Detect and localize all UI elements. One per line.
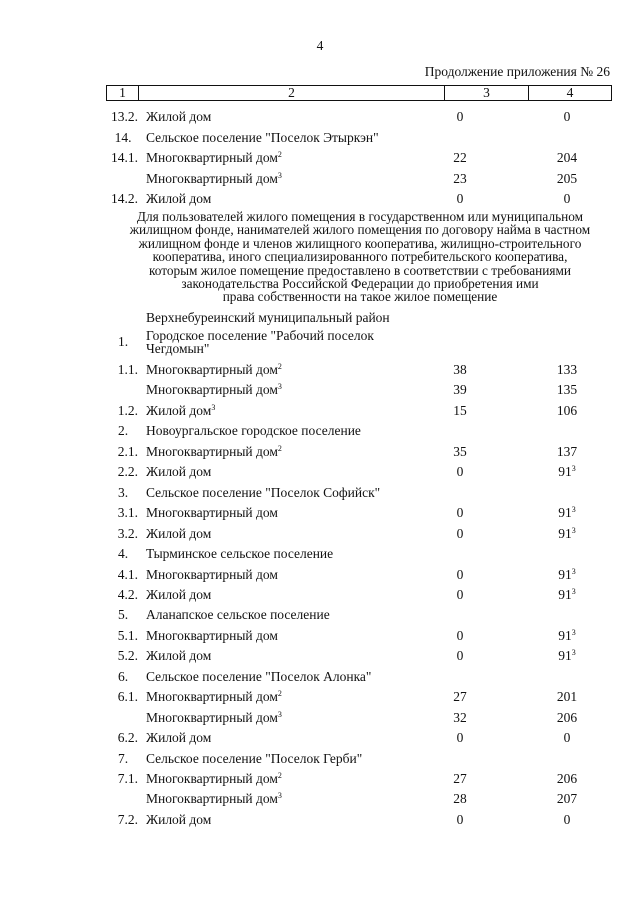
row-value-col4-text: 207 <box>556 791 578 807</box>
paragraph-line: законодательства Российской Федерации до приобретения ими <box>181 276 539 292</box>
row-name <box>146 382 282 398</box>
table-row <box>0 150 640 166</box>
row-number: 3.2. <box>117 525 138 541</box>
row-name-text: Сельское поселение "Поселок Софийск" <box>146 484 381 500</box>
table-row <box>0 130 640 146</box>
row-name <box>146 171 282 187</box>
row-number: 14.1. <box>111 150 138 166</box>
row-name-line: Чегдомын" <box>146 340 210 356</box>
row-value-col3: 27 <box>453 689 467 705</box>
paragraph-line: права собственности на такое жилое помещение <box>222 289 498 305</box>
header-col-1: 1 <box>107 86 139 100</box>
row-name-text: Многоквартирный дом <box>146 689 278 705</box>
row-name <box>146 812 211 828</box>
row-name-text: Сельское поселение "Поселок Алонка" <box>146 668 372 684</box>
row-name <box>146 505 278 521</box>
row-value-col3: 0 <box>456 811 464 827</box>
row-value-col4 <box>530 791 604 807</box>
row-name <box>146 791 282 807</box>
row-number: 6.1. <box>117 689 138 705</box>
table-row <box>0 812 640 828</box>
row-name <box>146 689 282 705</box>
row-number: 4.2. <box>117 586 138 602</box>
page-number: 4 <box>316 38 324 53</box>
row-value-col4 <box>530 771 604 787</box>
row-name-text: Жилой дом <box>146 648 212 664</box>
row-number: 5.2. <box>117 648 138 664</box>
footnote-mark: 3 <box>571 525 576 535</box>
row-number: 14.2. <box>111 191 138 207</box>
row-number: 1. <box>117 334 129 349</box>
row-name <box>146 362 282 378</box>
row-name <box>146 130 379 146</box>
row-name-text: Тырминское сельское поселение <box>146 546 334 562</box>
paragraph-line: жилищном фонде и членов жилищного кооператива, жилищно-строительного <box>138 235 582 251</box>
row-number: 1.1. <box>117 362 138 377</box>
region-title: Верхнебуреинский муниципальный район <box>146 310 390 325</box>
row-value-col4-text: 91 <box>558 648 572 664</box>
table-row <box>0 730 640 746</box>
row-name-text: Многоквартирный дом <box>146 791 278 807</box>
row-value-col4-text: 204 <box>556 150 578 166</box>
row-value-col4-text: 0 <box>563 730 571 746</box>
row-number: 2. <box>117 423 129 439</box>
row-value-col4 <box>530 710 604 726</box>
continuation-note: Продолжение приложения № 26 <box>424 64 610 79</box>
footnote-mark: 3 <box>571 464 576 474</box>
table-row <box>0 382 640 398</box>
row-name <box>146 150 282 166</box>
row-value-col4-text: 133 <box>556 362 578 377</box>
table-row <box>0 771 640 787</box>
row-value-col4-text: 91 <box>558 464 572 480</box>
table-row <box>0 751 640 767</box>
table-row <box>0 191 640 207</box>
row-value-col3: 0 <box>456 505 464 521</box>
row-value-col4 <box>530 628 604 644</box>
row-value-col4-text: 0 <box>563 109 571 124</box>
row-name <box>146 587 211 603</box>
row-name-text: Многоквартирный дом <box>146 170 278 186</box>
header-col-3: 3 <box>445 86 529 100</box>
row-value-col4 <box>530 464 604 480</box>
row-value-col4-text: 201 <box>556 689 578 705</box>
footnote-mark: 3 <box>277 382 282 392</box>
table-row <box>0 505 640 521</box>
table-row <box>0 587 640 603</box>
row-value-col4-text: 91 <box>558 505 572 521</box>
row-name <box>146 464 211 480</box>
row-name-text: Многоквартирный дом <box>146 771 278 786</box>
row-value-col4-text: 106 <box>556 402 578 418</box>
table-row <box>0 710 640 726</box>
footnote-mark: 3 <box>277 170 282 180</box>
row-number: 6.2. <box>117 730 138 746</box>
footnote-mark: 3 <box>571 586 576 596</box>
table-row <box>0 669 640 685</box>
table-row <box>0 546 640 562</box>
footnote-mark: 3 <box>571 627 576 637</box>
footnote-mark: 3 <box>571 648 576 658</box>
row-value-col4 <box>530 191 604 207</box>
row-number: 2.2. <box>117 464 138 480</box>
row-name-text: Жилой дом <box>146 730 212 746</box>
row-name <box>146 771 282 787</box>
row-name <box>146 485 380 501</box>
row-value-col3: 23 <box>453 170 467 186</box>
table-row <box>0 791 640 807</box>
row-number: 4. <box>117 546 129 562</box>
row-number: 14. <box>114 129 132 145</box>
footnote-mark: 3 <box>277 791 282 801</box>
row-value-col3: 38 <box>453 362 467 377</box>
row-value-col3: 39 <box>453 382 467 398</box>
row-value-col4 <box>530 648 604 664</box>
row-value-col4-text: 206 <box>556 771 578 786</box>
row-name-text: Многоквартирный дом <box>146 709 278 725</box>
row-number: 6. <box>117 668 129 684</box>
row-number: 4.1. <box>117 566 138 582</box>
row-number: 2.1. <box>117 443 138 459</box>
row-name-text: Многоквартирный дом <box>146 150 278 166</box>
row-value-col4-text: 0 <box>563 811 571 827</box>
row-name <box>146 403 215 419</box>
row-number: 5.1. <box>117 627 138 643</box>
row-name-text: Жилой дом <box>146 464 212 480</box>
row-name <box>146 191 211 207</box>
row-value-col3: 0 <box>456 525 464 541</box>
row-name <box>146 730 211 746</box>
row-value-col4-text: 0 <box>563 191 571 207</box>
header-col-4: 4 <box>566 85 574 100</box>
row-value-col3: 35 <box>453 443 467 459</box>
header-col-2: 2 <box>139 86 445 100</box>
row-value-col3: 0 <box>456 730 464 746</box>
row-value-col4 <box>530 109 604 125</box>
row-value-col3: 0 <box>456 586 464 602</box>
table-row <box>0 423 640 439</box>
row-value-col3: 0 <box>456 648 464 664</box>
row-name <box>146 109 211 125</box>
row-value-col4 <box>530 526 604 542</box>
row-value-col4 <box>530 403 604 419</box>
row-value-col4 <box>530 587 604 603</box>
row-name <box>146 526 211 542</box>
footnote-mark: 2 <box>277 443 282 453</box>
row-name <box>146 751 362 767</box>
footnote-mark: 2 <box>277 362 282 371</box>
row-name-text: Жилой дом <box>146 811 212 827</box>
row-name <box>146 607 330 623</box>
row-name-text: Аланапское сельское поселение <box>146 607 330 623</box>
row-value-col4 <box>530 362 604 378</box>
row-name <box>146 444 282 460</box>
row-number: 1.2. <box>117 402 138 418</box>
table-row <box>0 109 640 125</box>
row-name <box>146 628 278 644</box>
row-value-col4 <box>530 567 604 583</box>
row-value-col4-text: 135 <box>556 382 578 398</box>
footnote-mark: 2 <box>277 771 282 780</box>
footnote-mark: 3 <box>277 709 282 719</box>
row-name-text: Новоургальское городское поселение <box>146 423 361 439</box>
row-name <box>146 330 436 355</box>
table-row <box>0 628 640 644</box>
row-value-col4 <box>530 150 604 166</box>
row-value-col4 <box>530 505 604 521</box>
row-name-text: Жилой дом <box>146 402 212 418</box>
row-value-col3: 32 <box>453 709 467 725</box>
category-paragraph <box>100 210 620 304</box>
row-name <box>146 567 278 583</box>
row-value-col3: 22 <box>453 150 467 166</box>
footnote-mark: 3 <box>571 566 576 576</box>
footnote-mark: 2 <box>277 150 282 160</box>
row-name <box>146 710 282 726</box>
row-name-text: Жилой дом <box>146 191 212 207</box>
table-row <box>0 444 640 460</box>
table-header <box>106 85 612 101</box>
row-name-line: Городское поселение "Рабочий поселок <box>146 328 374 343</box>
row-value-col4 <box>530 689 604 705</box>
row-value-col4 <box>530 444 604 460</box>
table-row <box>0 648 640 664</box>
footnote-mark: 2 <box>277 689 282 699</box>
row-value-col4 <box>530 812 604 828</box>
row-name <box>146 423 361 439</box>
row-value-col3: 15 <box>453 402 467 418</box>
row-value-col4 <box>530 171 604 187</box>
paragraph-line: которым жилое помещение предоставлено в соответствии с требованиями <box>148 262 572 278</box>
paragraph-line: жилищном фонде, нанимателей жилого помещения по договору найма в частном <box>129 222 591 238</box>
row-value-col3: 27 <box>453 771 467 786</box>
row-name-text: Жилой дом <box>146 586 212 602</box>
row-name-text: Многоквартирный дом <box>146 443 278 459</box>
row-name-text: Многоквартирный дом <box>146 362 278 377</box>
table-row <box>0 171 640 187</box>
row-value-col4-text: 91 <box>558 586 572 602</box>
row-value-col3: 0 <box>456 566 464 582</box>
row-name-text: Многоквартирный дом <box>146 566 278 582</box>
row-name-text: Многоквартирный дом <box>146 627 278 643</box>
table-row <box>0 689 640 705</box>
row-name <box>146 669 371 685</box>
table-row <box>0 362 640 378</box>
row-number: 3.1. <box>117 505 138 521</box>
row-value-col4-text: 205 <box>556 170 578 186</box>
table-row <box>0 403 640 419</box>
row-name-text: Многоквартирный дом <box>146 382 278 398</box>
row-value-col4-text: 91 <box>558 627 572 643</box>
row-number: 7.1. <box>117 771 138 786</box>
table-row <box>0 567 640 583</box>
row-number: 7. <box>117 750 129 766</box>
table-row <box>0 330 640 356</box>
table-row <box>0 485 640 501</box>
row-value-col3: 0 <box>456 109 464 124</box>
footnote-mark: 3 <box>571 505 576 515</box>
row-value-col3: 0 <box>456 191 464 207</box>
row-name <box>146 648 211 664</box>
row-value-col4 <box>530 382 604 398</box>
row-value-col4-text: 91 <box>558 566 572 582</box>
row-value-col3: 0 <box>456 464 464 480</box>
row-name-text: Многоквартирный дом <box>146 505 278 521</box>
table-row <box>0 526 640 542</box>
row-number: 13.2. <box>111 109 138 124</box>
row-value-col4-text: 137 <box>556 443 578 459</box>
table-row <box>0 464 640 480</box>
row-name-text: Сельское поселение "Поселок Этыркэн" <box>146 129 379 145</box>
row-number: 5. <box>117 607 129 623</box>
row-value-col4 <box>530 730 604 746</box>
table-row <box>0 607 640 623</box>
row-value-col3: 28 <box>453 791 467 807</box>
row-name-text: Жилой дом <box>146 109 212 124</box>
paragraph-line: кооператива, иного специализированного потребительского кооператива, <box>152 249 568 265</box>
row-number: 7.2. <box>117 811 138 827</box>
row-value-col3: 0 <box>456 627 464 643</box>
paragraph-line: Для пользователей жилого помещения в государственном или муниципальном <box>136 209 584 224</box>
row-number: 3. <box>117 484 129 500</box>
row-name-text: Жилой дом <box>146 525 212 541</box>
footnote-mark: 3 <box>211 402 216 412</box>
row-name <box>146 546 333 562</box>
row-name-text: Сельское поселение "Поселок Герби" <box>146 750 363 766</box>
row-value-col4-text: 91 <box>558 525 572 541</box>
row-value-col4-text: 206 <box>556 709 578 725</box>
